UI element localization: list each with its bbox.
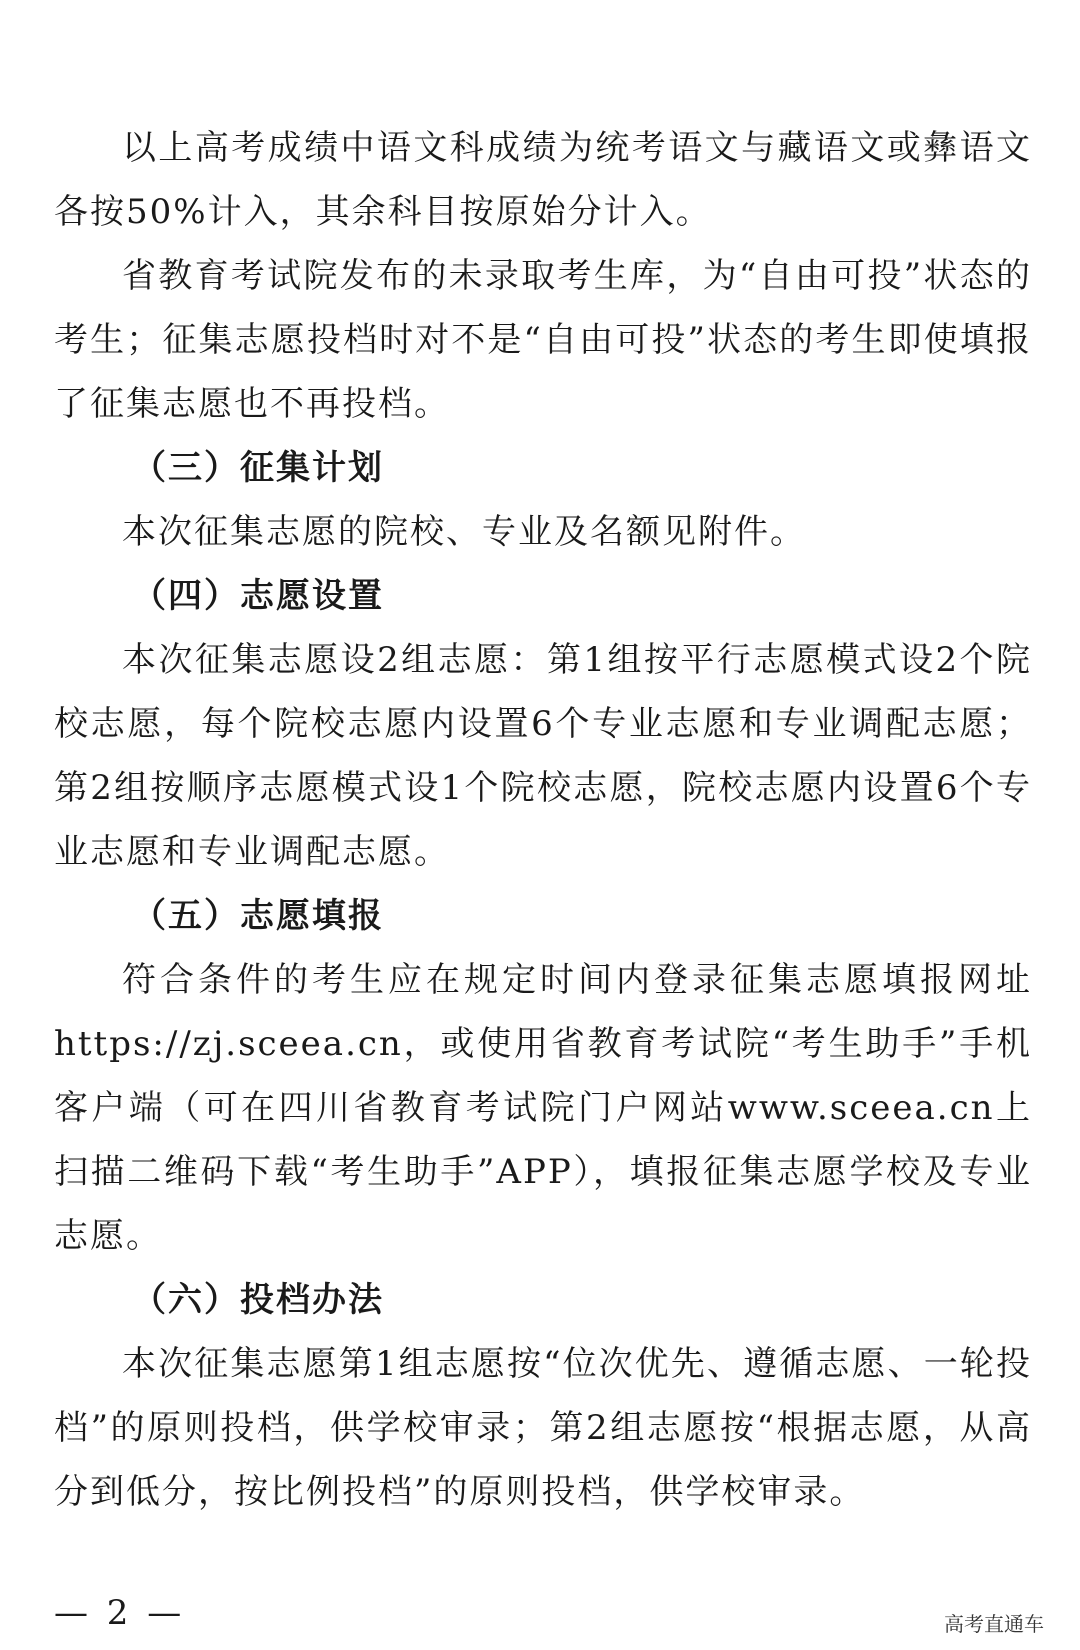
paragraph-settings: 本次征集志愿设2组志愿：第1组按平行志愿模式设2个院校志愿，每个院校志愿内设置6个专业志愿和专业调配志愿；第2组按顺序志愿模式设1个院校志愿，院校志愿内设置6个专业志愿和专业调配志愿。 xyxy=(54,640,1032,872)
paragraph-filing: 符合条件的考生应在规定时间内登录征集志愿填报网址https://zj.sceea.cn，或使用省教育考试院“考生助手”手机客户端（可在四川省教育考试院门户网站www.sceea.cn上扫描二维码下载“考生助手”APP），填报征集志愿学校及专业志愿。 xyxy=(54,960,1032,1256)
heading-settings: （四）志愿设置 xyxy=(132,576,384,616)
heading-plan: （三）征集计划 xyxy=(132,448,384,488)
paragraph-unadmitted-pool: 省教育考试院发布的未录取考生库，为“自由可投”状态的考生；征集志愿投档时对不是“自由可投”状态的考生即使填报了征集志愿也不再投档。 xyxy=(54,256,1032,424)
document-body xyxy=(54,116,1032,1524)
paragraph-method: 本次征集志愿第1组志愿按“位次优先、遵循志愿、一轮投档”的原则投档，供学校审录；第2组志愿按“根据志愿，从高分到低分，按比例投档”的原则投档，供学校审录。 xyxy=(54,1344,1032,1512)
page-number: — 2 — xyxy=(54,1593,186,1633)
paragraph-plan: 本次征集志愿的院校、专业及名额见附件。 xyxy=(122,512,806,552)
watermark: 高考直通车 xyxy=(944,1612,1044,1636)
heading-method: （六）投档办法 xyxy=(132,1280,384,1320)
paragraph-score-rule: 以上高考成绩中语文科成绩为统考语文与藏语文或彝语文各按50%计入，其余科目按原始分计入。 xyxy=(54,128,1032,232)
heading-filing: （五）志愿填报 xyxy=(132,896,384,936)
